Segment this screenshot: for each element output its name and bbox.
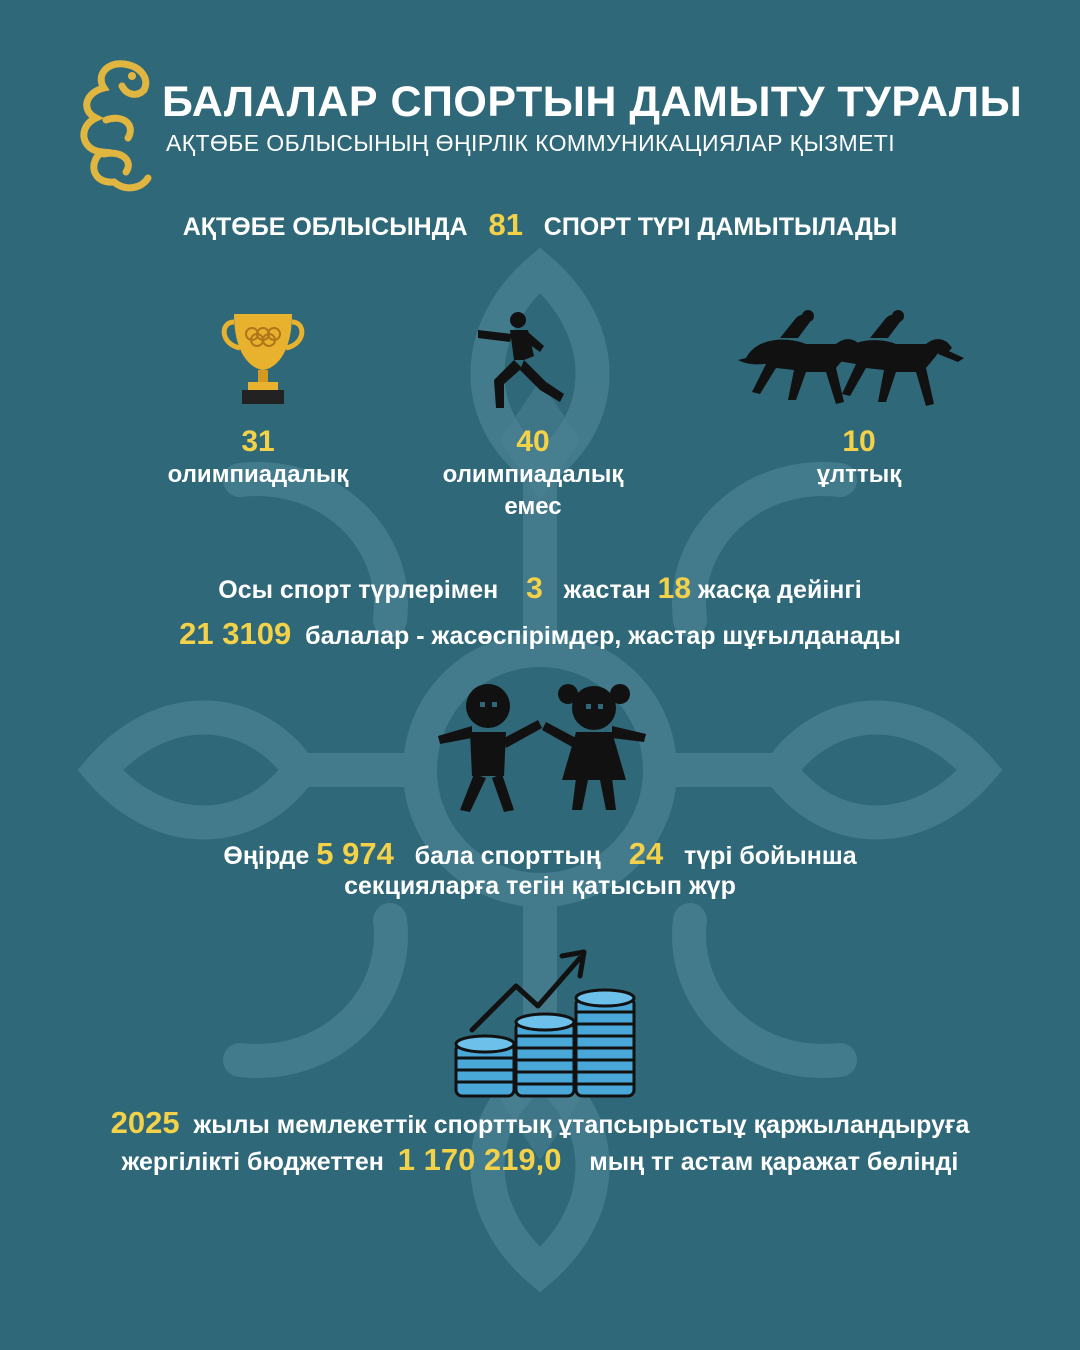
free-kinds-count: 24 — [628, 836, 664, 871]
free-post: түрі бойынша — [684, 842, 857, 870]
non-olympic-label-line1: олимпиадалық — [442, 461, 624, 488]
category-non-olympic — [403, 425, 663, 523]
funding-text1: жылы мемлекеттік спорттық ұтапсырыстыұ қаржыландыруға — [193, 1111, 970, 1139]
participants-line — [0, 616, 1080, 652]
ages-from: 3 — [526, 572, 543, 605]
funding-line2 — [0, 1142, 1080, 1178]
funding-pre2: жергілікті бюджеттен — [121, 1148, 384, 1176]
ages-post: жасқа дейінгі — [697, 576, 862, 604]
free-mid: бала спорттың — [414, 842, 601, 870]
category-olympic — [128, 425, 388, 491]
participants-count: 21 3109 — [179, 616, 292, 651]
olympic-label: олимпиадалық — [167, 461, 349, 488]
page-title: БАЛАЛАР СПОРТЫН ДАМЫТУ ТУРАЛЫ — [162, 78, 1023, 126]
free-sections-line1 — [0, 836, 1080, 872]
funding-post2: мың тг астам қаражат бөлінді — [589, 1148, 959, 1176]
karate-icon — [474, 310, 574, 410]
category-national — [729, 425, 989, 491]
national-count: 10 — [842, 425, 876, 458]
ages-pre: Осы спорт түрлерімен — [218, 576, 499, 604]
non-olympic-count: 40 — [516, 425, 550, 458]
free-pre: Өңірде — [223, 842, 310, 870]
funding-year: 2025 — [110, 1105, 180, 1140]
children-icon — [436, 680, 650, 814]
funding-amount: 1 170 219,0 — [397, 1142, 562, 1177]
free-sections-line2: секцияларға тегін қатысып жүр — [344, 872, 736, 900]
sports-count-number: 81 — [488, 207, 523, 242]
sports-count-post: СПОРТ ТҮРІ ДАМЫТЫЛАДЫ — [543, 213, 898, 241]
coins-growth-icon — [452, 948, 638, 1104]
national-label: ұлттық — [816, 461, 902, 488]
sports-count-pre: АҚТӨБЕ ОБЛЫСЫНДА — [182, 213, 468, 241]
page-subtitle: АҚТӨБЕ ОБЛЫСЫНЫҢ ӨҢІРЛІК КОММУНИКАЦИЯЛАР ҚЫЗМЕТІ — [166, 130, 896, 156]
horse-racing-icon — [736, 308, 966, 412]
ages-mid: жастан — [563, 576, 651, 604]
sports-count-line — [0, 207, 1080, 243]
trophy-icon — [218, 310, 308, 406]
ages-line — [0, 572, 1080, 606]
funding-line1 — [0, 1105, 1080, 1141]
participants-text: балалар - жасөспірімдер, жастар шұғылданады — [305, 622, 901, 650]
olympic-count: 31 — [241, 425, 275, 458]
free-children-count: 5 974 — [316, 836, 394, 871]
golden-leopard-logo — [66, 54, 156, 204]
non-olympic-label-line2: емес — [504, 493, 562, 520]
ages-to: 18 — [657, 572, 692, 605]
